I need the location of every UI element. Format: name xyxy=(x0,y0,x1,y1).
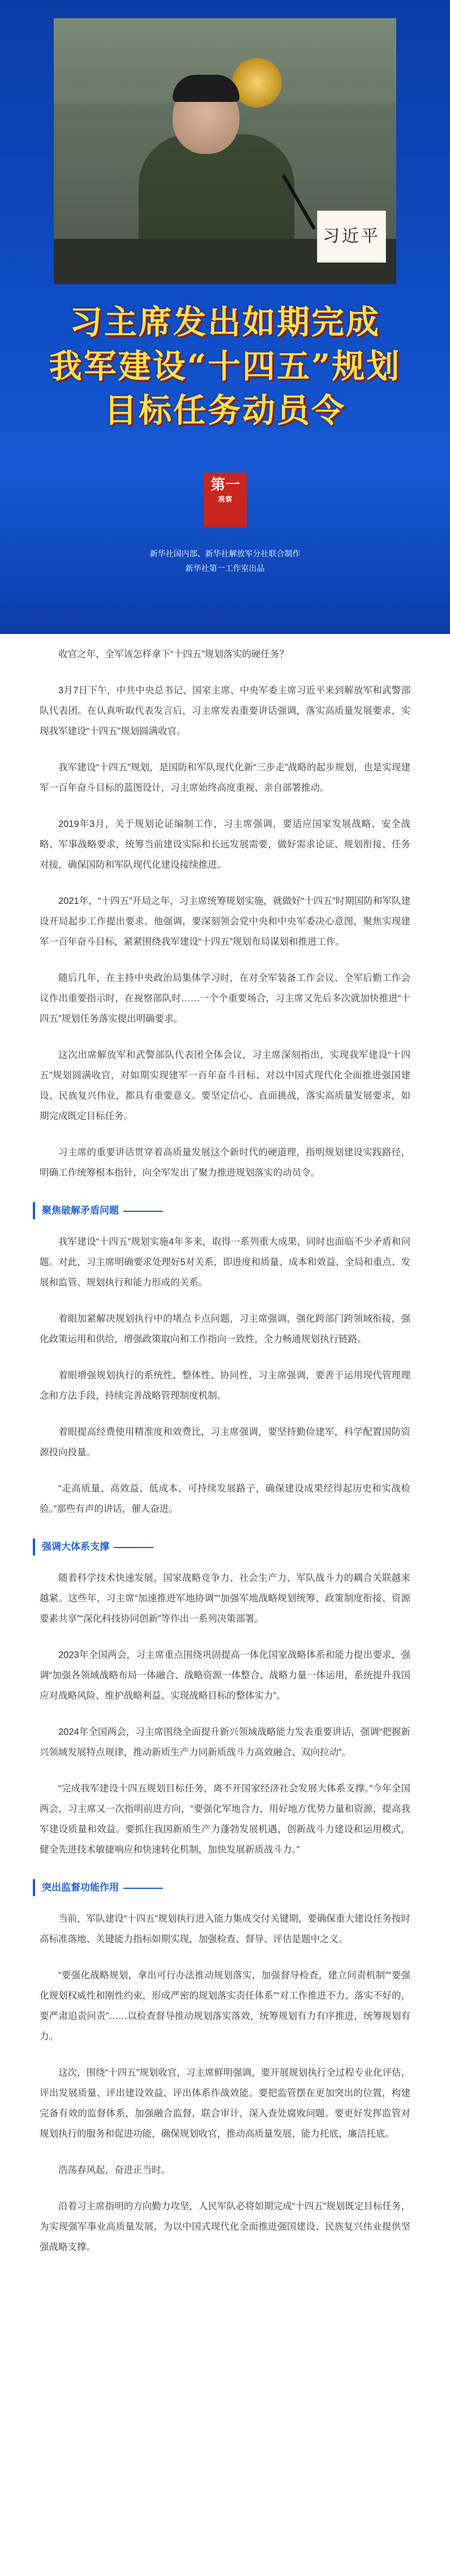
heading-rule xyxy=(123,1888,163,1889)
paragraph: 2024年全国两会，习主席围绕全面提升新兴领域战略能力发表重要讲话，强调“把握新兴领域发展特点规律，推动新质生产力同新质战斗力高效融合、双向拉动”。 xyxy=(40,1727,410,1758)
paragraph: 随后几年，在主持中央政治局集体学习时，在对全军装备工作会议、全军后勤工作会议作出重要指示时，在视察部队时……一个个重要场合，习主席又先后多次就加快推进“十四五”规划任务落实提出明确要求。 xyxy=(40,973,410,1024)
byline-line-1: 新华社国内部、新华社解放军分社联合制作 xyxy=(149,549,301,558)
paragraph: “要强化战略规划，拿出可行办法推动规划落实，加强督导检查，建立问责机制”“要强化规划权威性和刚性约束，形成严密的规划落实责任体系”“对工作推进不力、落实不好的，要严肃追责问责”……以检查督导推动规划落实落效，统筹规划有力有序推进，统筹规划有力。 xyxy=(40,1970,410,2042)
section-heading-text: 突出监督功能作用 xyxy=(42,1882,119,1893)
byline-line-2: 新华社第一工作室出品 xyxy=(185,564,265,573)
headline xyxy=(0,300,450,432)
hero-photo xyxy=(54,18,396,284)
paragraph: 我军建设“十四五”规划，是国防和军队现代化新“三步走”战略的起步规划，也是实现建军一百年奋斗目标的蓝图设计，习主席始终高度重视、亲自部署推动。 xyxy=(40,762,410,793)
headline-line-2: 我军建设“十四五”规划 xyxy=(49,347,401,385)
paragraph: “完成我军建设十四五规划目标任务，离不开国家经济社会发展大体系支撑。”今年全国两会，习主席又一次指明前进方向，“要强化军地合力，用好地方优势力量和资源，提高我军建设质量和效益。要抓住我国新质生产力蓬勃发展机遇，创新战斗力建设和运用模式，健全先进技术敏捷响应和快速转化机制，加快发展新质战斗力。” xyxy=(40,1784,410,1855)
section-heading xyxy=(33,1879,163,1896)
paragraph: 随着科学技术快速发展，国家战略竞争力、社会生产力、军队战斗力的耦合关联越来越紧。这些年，习主席“加速推进军地协调”“加强军地战略规划统筹、政策制度衔接、资源要素共享”“深化科技协同创新”等作出一系列决策部署。 xyxy=(40,1573,410,1624)
paragraph: 沿着习主席指明的方向勤力攻坚，人民军队必将如期完成“十四五”规划既定目标任务，为实现强军事业高质量发展，为以中国式现代化全面推进强国建设、民族复兴伟业提供坚强战略支撑。 xyxy=(40,2201,410,2252)
section-heading-text: 强调大体系支撑 xyxy=(42,1541,109,1552)
section-heading-wrap xyxy=(40,1535,410,1568)
section-heading xyxy=(33,1202,163,1219)
speaker-hair xyxy=(173,75,239,102)
byline xyxy=(0,546,450,576)
column-seal xyxy=(204,473,247,527)
headline-line-1: 习主席发出如期完成 xyxy=(69,303,380,341)
paragraph: 着眼提高经费使用精准度和效费比，习主席强调，要坚持勤俭建军，科学配置国防资源投向投量。 xyxy=(40,1427,410,1458)
paragraph: 习主席的重要讲话贯穿着高质量发展这个新时代的硬道理，指明规划建设实践路径，明确工作统筹根本指针，向全军发出了聚力推进规划落实的动员令。 xyxy=(40,1147,410,1178)
paragraph: 我军建设“十四五”规划实施4年多来，取得一系列重大成果，同时也面临不少矛盾和问题。对此，习主席明确要求处理好5对关系，即进度和质量、成本和效益、全局和重点、发展和监管、规划执行和能力形成的关系。 xyxy=(40,1237,410,1288)
paragraph: 这次，围绕“十四五”规划收官，习主席鲜明强调，要开展规划执行全过程专业化评估，评出发展质量、评出建设效益、评出体系作战效能。要把监管摆在更加突出的位置，构建完备有效的监督体系，加强融合监督，联合审计，深入查处腐败问题。要更好发挥监管对规划执行的服务和促进功能，确保规划收官，推动高质量发展，能力托底，廉洁托底。 xyxy=(40,2068,410,2139)
seal-big-text: 第一 xyxy=(210,477,240,494)
nameplate: 习近平 xyxy=(317,211,386,263)
paragraph: 着眼增强规划执行的系统性、整体性、协同性，习主席强调，要善于运用现代管理理念和方法手段，持续完善战略管理制度机制。 xyxy=(40,1370,410,1401)
paragraph: “走高质量、高效益、低成本、可持续发展路子，确保建设成果经得起历史和实战检验。”那些有声的讲话，催人奋进。 xyxy=(40,1484,410,1514)
paragraph: 2023年全国两会，习主席重点围绕巩固提高一体化国家战略体系和能力提出要求，强调“加强各领域战略布局一体融合、战略资源一体整合、战略力量一体运用，系统提升我国应对战略风险、维护战略利益、实现战略目标的整体实力”。 xyxy=(40,1650,410,1701)
paragraph: 2021年，“十四五”开局之年，习主席统筹规划实施，就做好“十四五”时期国防和军队建设开局起步工作提出要求。他强调，要深刻领会党中央和中央军委决心意图，聚焦实现建军一百年奋斗目标，紧紧围绕我军建设“十四五”规划布局谋划和推进工作。 xyxy=(40,896,410,947)
paragraph: 着眼加紧解决规划执行中的堵点卡点问题，习主席强调，强化跨部门跨领域衔接，强化政策运用和供给，增强政策取向和工作指向一致性，全力畅通规划执行链路。 xyxy=(40,1314,410,1344)
headline-line-3: 目标任务动员令 xyxy=(104,391,346,430)
heading-rule xyxy=(114,1547,153,1548)
paragraph: 浩荡春风起，奋进正当时。 xyxy=(58,2165,170,2175)
section-heading-wrap xyxy=(40,1199,410,1232)
paragraph: 2019年3月，关于规划论证编制工作，习主席强调，要适应国家发展战略、安全战略、军事战略要求，统筹当前建设实际和长远发展需要，做好需求论证、规划衔接、任务对接，确保国防和军队现代化建设接续推进。 xyxy=(40,819,410,870)
article-body xyxy=(0,634,450,2257)
heading-rule xyxy=(123,1211,163,1212)
paragraph: 3月7日下午，中共中央总书记、国家主席、中央军委主席习近平来到解放军和武警部队代表团。在认真听取代表发言后，习主席发表重要讲话强调，落实高质量发展要求，实现我军建设“十四五”规划圆满收官。 xyxy=(40,685,410,736)
section-heading-wrap xyxy=(40,1876,410,1909)
national-emblem-icon xyxy=(232,58,282,108)
paragraph: 收官之年，全军该怎样拿下“十四五”规划落实的硬任务？ xyxy=(58,649,289,659)
paragraph: 当前，军队建设“十四五”规划执行进入能力集成交付关键期，要确保重大建设任务按时高标准落地、关键能力指标如期实现，加强检查、督导、评估是题中之义。 xyxy=(40,1914,410,1944)
section-heading xyxy=(33,1538,153,1555)
seal-small-text: 观察 xyxy=(217,495,233,503)
section-heading-text: 聚焦破解矛盾问题 xyxy=(42,1205,119,1216)
paragraph: 这次出席解放军和武警部队代表团全体会议，习主席深刻指出，实现我军建设“十四五”规划圆满收官，对如期实现建军一百年奋斗目标、对以中国式现代化全面推进强国建设、民族复兴伟业，都具有重要意义。要坚定信心、直面挑战，落实高质量发展要求，如期完成既定目标任务。 xyxy=(40,1050,410,1121)
hero-banner xyxy=(0,0,450,634)
